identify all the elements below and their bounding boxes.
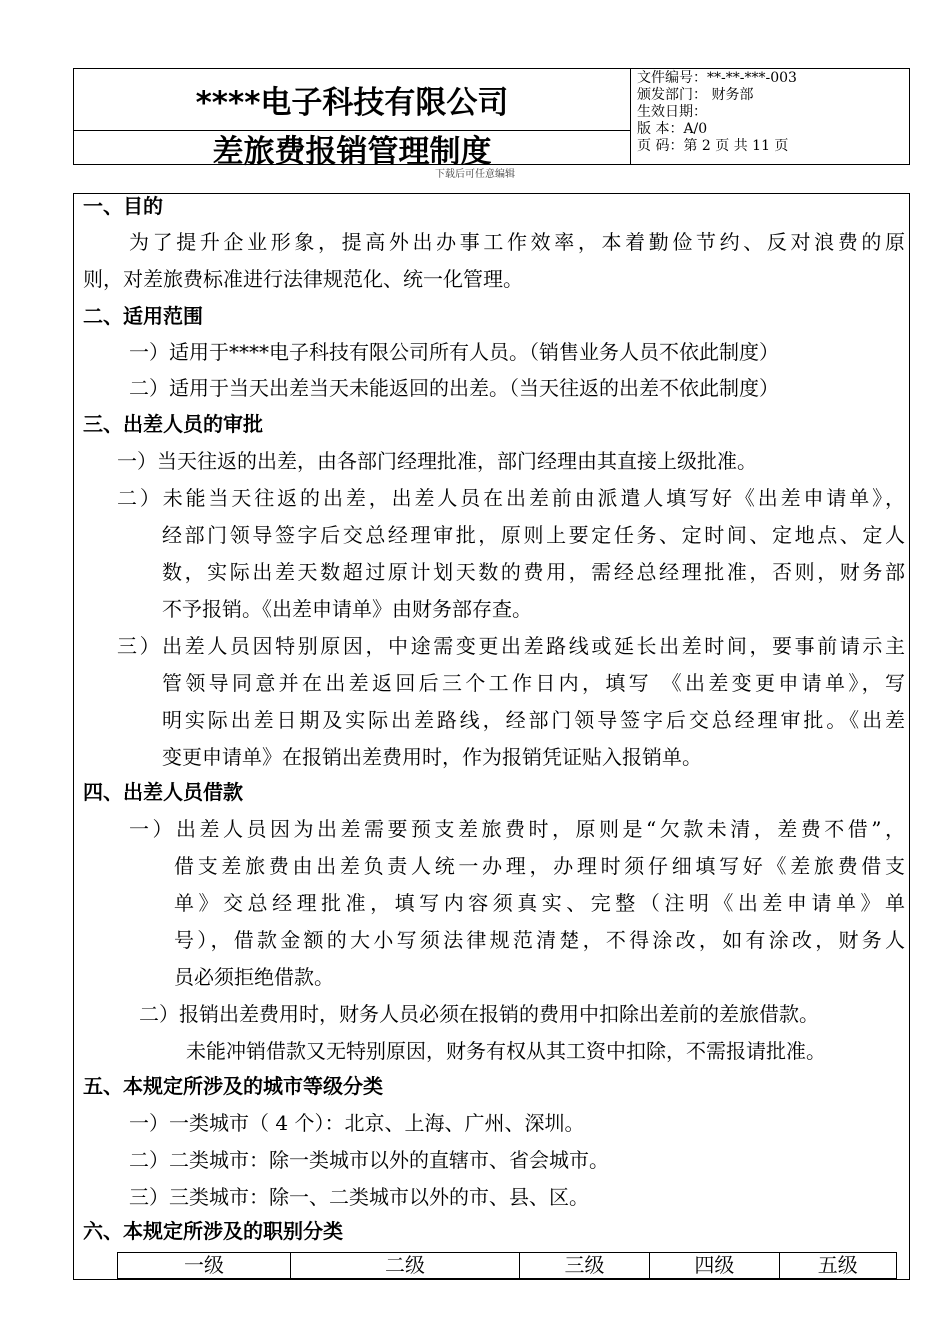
document-header <box>73 68 910 170</box>
document-meta <box>637 70 907 155</box>
table-header-cell: 一级 <box>118 1253 291 1279</box>
section-heading: 五、本规定所涉及的城市等级分类 <box>83 1074 383 1098</box>
list-item-continued: 员必须拒绝借款。 <box>174 965 334 989</box>
section-heading: 一、目的 <box>83 194 163 218</box>
table-row <box>118 1253 897 1279</box>
list-item-continued: 明实际出差日期及实际出差路线，经部门领导签字后交总经理审批。《出差 <box>162 708 905 732</box>
section-heading: 三、出差人员的审批 <box>83 412 263 436</box>
list-item-continued: 经部门领导签字后交总经理审批，原则上要定任务、定时间、定地点、定人 <box>162 523 905 547</box>
table-header-cell: 三级 <box>519 1253 649 1279</box>
table-header-cell: 五级 <box>779 1253 896 1279</box>
list-item-continued: 变更申请单》在报销出差费用时，作为报销凭证贴入报销单。 <box>162 745 702 769</box>
list-item: 二）适用于当天出差当天未能返回的出差。（当天往返的出差不依此制度） <box>129 376 779 400</box>
version: 版 本：A/0 <box>637 121 708 137</box>
list-item-continued: 未能冲销借款又无特别原因，财务有权从其工资中扣除，不需报请批准。 <box>186 1039 826 1063</box>
header-title-block <box>74 69 631 170</box>
list-item-continued: 单》交总经理批准，填写内容须真实、完整（注明《出差申请单》单 <box>174 891 905 915</box>
job-level-table <box>117 1252 897 1279</box>
section-heading: 二、适用范围 <box>83 304 203 328</box>
company-name: ****电子科技有限公司 <box>74 69 630 131</box>
document-title: 差旅费报销管理制度 <box>212 133 492 170</box>
list-item-continued: 借支差旅费由出差负责人统一办理，办理时须仔细填写好《差旅费借支 <box>174 854 905 878</box>
list-item-continued: 不予报销。《出差申请单》由财务部存查。 <box>162 597 532 621</box>
issuing-dept: 颁发部门： 财务部 <box>637 87 754 103</box>
list-item: 二）报销出差费用时，财务人员必须在报销的费用中扣除出差前的差旅借款。 <box>139 1002 819 1026</box>
effective-date: 生效日期： <box>637 104 707 120</box>
list-item: 一）适用于****电子科技有限公司所有人员。（销售业务人员不依此制度） <box>129 340 779 364</box>
page-number: 页 码：第 2 页 共 11 页 <box>637 138 789 154</box>
list-item: 二）未能当天往返的出差，出差人员在出差前由派遣人填写好《出差申请单》， <box>117 486 905 510</box>
list-item: 三）出差人员因特别原因，中途需变更出差路线或延长出差时间，要事前请示主 <box>117 634 905 658</box>
list-item: 一）当天往返的出差，由各部门经理批准，部门经理由其直接上级批准。 <box>117 449 757 473</box>
paragraph-line: 则，对差旅费标准进行法律规范化、统一化管理。 <box>83 267 523 291</box>
section-heading: 四、出差人员借款 <box>83 780 243 804</box>
list-item-continued: 数，实际出差天数超过原计划天数的费用，需经总经理批准，否则，财务部 <box>162 560 905 584</box>
list-item-continued: 管领导同意并在出差返回后三个工作日内，填写 《出差变更申请单》，写 <box>162 671 905 695</box>
list-item: 一）一类城市（ 4 个）：北京、上海、广州、深圳。 <box>129 1111 585 1135</box>
table-header-cell: 四级 <box>650 1253 779 1279</box>
list-item-continued: 号），借款金额的大小写须法律规范清楚，不得涂改，如有涂改，财务人 <box>174 928 905 952</box>
download-note: 下载后可任意编辑 <box>435 169 515 180</box>
section-heading: 六、本规定所涉及的职别分类 <box>83 1219 343 1243</box>
list-item: 三）三类城市：除一、二类城市以外的市、县、区。 <box>129 1185 589 1209</box>
paragraph-line: 为了提升企业形象，提高外出办事工作效率，本着勤俭节约、反对浪费的原 <box>129 230 905 254</box>
list-item: 二）二类城市：除一类城市以外的直辖市、省会城市。 <box>129 1148 609 1172</box>
table-header-cell: 二级 <box>291 1253 520 1279</box>
list-item: 一）出差人员因为出差需要预支差旅费时，原则是“欠款未清，差费不借”， <box>129 817 905 841</box>
document-body <box>73 193 910 1280</box>
doc-number: 文件编号：**-**-***-003 <box>637 70 797 86</box>
